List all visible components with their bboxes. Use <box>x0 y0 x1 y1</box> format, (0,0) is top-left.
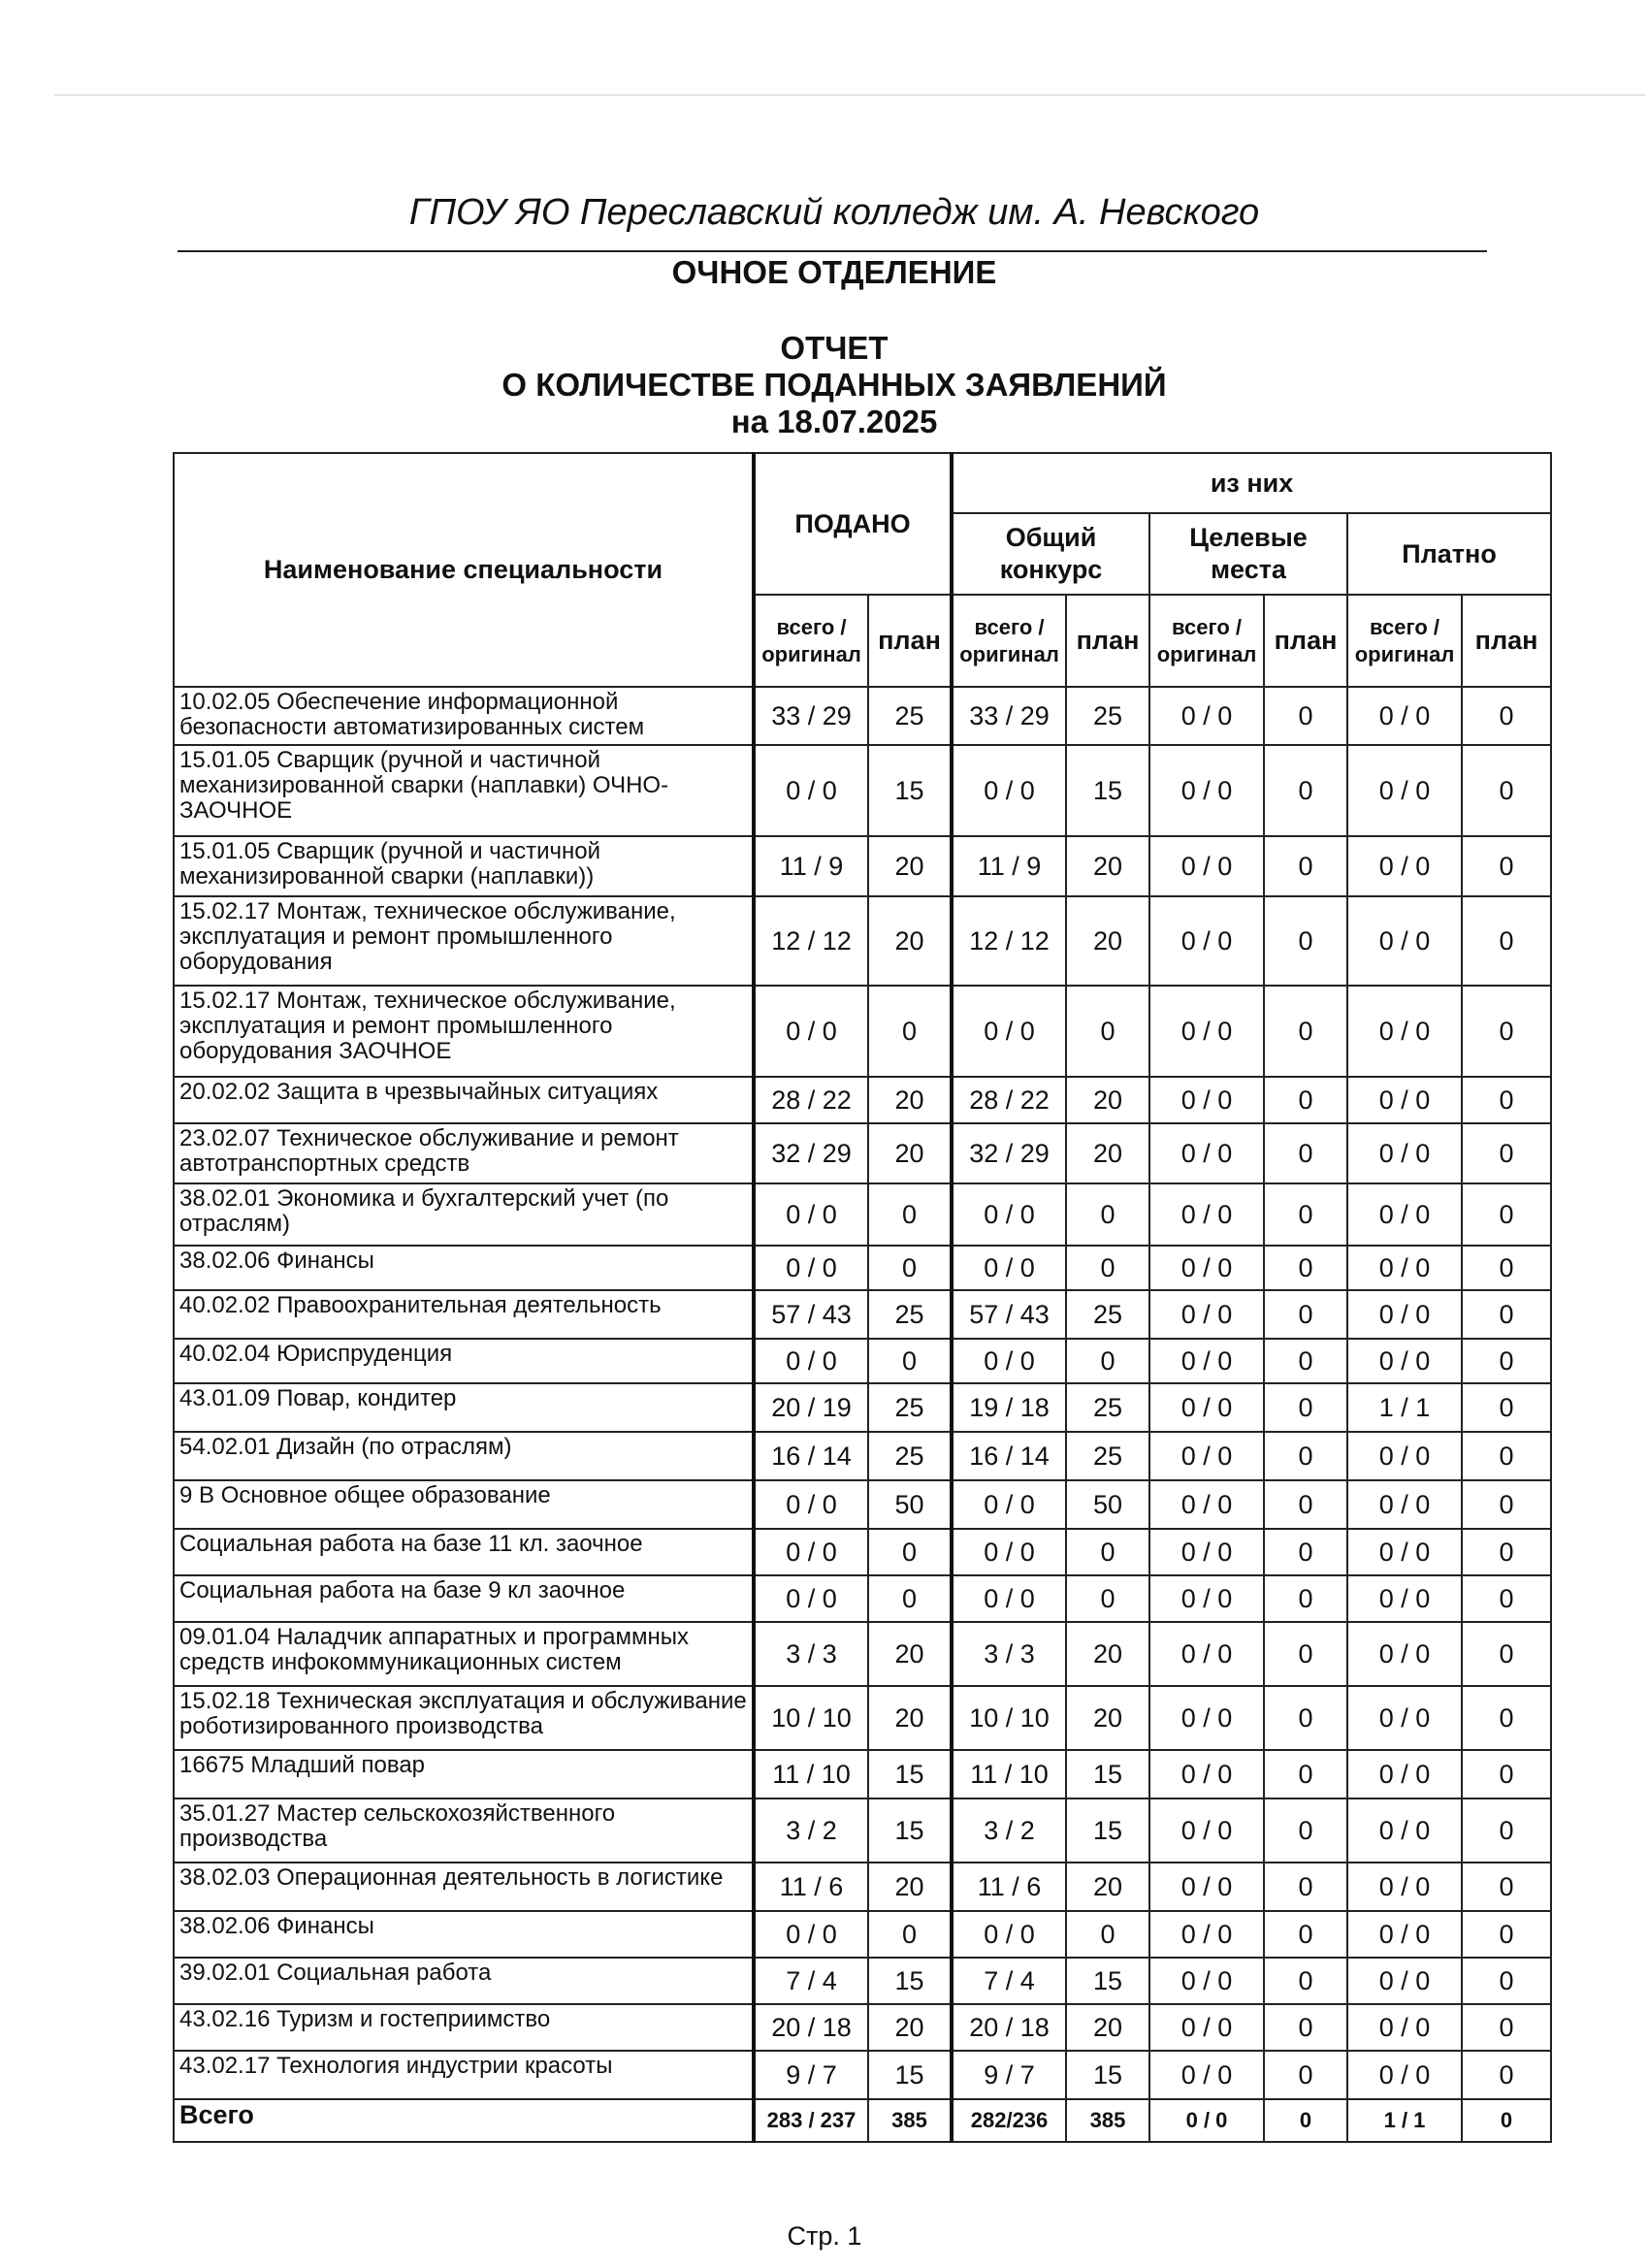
cell-general-plan: 0 <box>1066 1183 1149 1246</box>
header-paid: Платно <box>1347 513 1551 595</box>
cell-general: 3 / 3 <box>952 1622 1066 1686</box>
cell-paid: 0 / 0 <box>1347 1529 1462 1575</box>
specialty-name: 09.01.04 Наладчик аппаратных и программных средств инфокоммуникационных систем <box>174 1622 754 1686</box>
cell-submitted-plan: 15 <box>868 1958 952 2004</box>
cell-target: 0 / 0 <box>1149 1183 1264 1246</box>
header-general-competition: Общий конкурс <box>952 513 1149 595</box>
page-number: Стр. 1 <box>787 2221 862 2251</box>
cell-paid: 1 / 1 <box>1347 2099 1462 2142</box>
cell-paid-plan: 0 <box>1462 836 1551 896</box>
cell-paid: 0 / 0 <box>1347 1123 1462 1183</box>
cell-submitted: 0 / 0 <box>754 1339 868 1383</box>
cell-general: 0 / 0 <box>952 1575 1066 1622</box>
header-submitted: ПОДАНО <box>754 453 952 595</box>
table-row <box>174 836 1551 896</box>
cell-submitted-plan: 385 <box>868 2099 952 2142</box>
specialty-name: 38.02.01 Экономика и бухгалтерский учет (по отраслям) <box>174 1183 754 1246</box>
cell-paid-plan: 0 <box>1462 1183 1551 1246</box>
cell-paid-plan: 0 <box>1462 1246 1551 1290</box>
header-rule <box>178 250 1487 252</box>
subheader-total: всего / оригинал <box>952 595 1066 687</box>
table-row <box>174 1622 1551 1686</box>
specialty-name: 38.02.06 Финансы <box>174 1246 754 1290</box>
cell-paid-plan: 0 <box>1462 2051 1551 2099</box>
table-row <box>174 1383 1551 1432</box>
cell-paid: 0 / 0 <box>1347 1575 1462 1622</box>
cell-general-plan: 25 <box>1066 687 1149 745</box>
cell-target-plan: 0 <box>1264 687 1347 745</box>
cell-paid-plan: 0 <box>1462 986 1551 1077</box>
cell-target: 0 / 0 <box>1149 1339 1264 1383</box>
cell-target: 0 / 0 <box>1149 1383 1264 1432</box>
cell-target: 0 / 0 <box>1149 986 1264 1077</box>
specialty-name: 15.02.17 Монтаж, техническое обслуживание, эксплуатация и ремонт промышленного оборудования ЗАОЧНОЕ <box>174 986 754 1077</box>
cell-target-plan: 0 <box>1264 1958 1347 2004</box>
cell-general: 0 / 0 <box>952 1911 1066 1958</box>
cell-target-plan: 0 <box>1264 2051 1347 2099</box>
cell-paid-plan: 0 <box>1462 687 1551 745</box>
cell-submitted: 0 / 0 <box>754 986 868 1077</box>
cell-paid: 0 / 0 <box>1347 1686 1462 1750</box>
specialty-name: 23.02.07 Техническое обслуживание и ремонт автотранспортных средств <box>174 1123 754 1183</box>
cell-target-plan: 0 <box>1264 1432 1347 1480</box>
cell-paid: 0 / 0 <box>1347 1183 1462 1246</box>
specialty-name: 9 В Основное общее образование <box>174 1480 754 1529</box>
table-row <box>174 896 1551 986</box>
cell-submitted-plan: 15 <box>868 1750 952 1798</box>
cell-submitted-plan: 25 <box>868 1383 952 1432</box>
table-row <box>174 1480 1551 1529</box>
cell-paid-plan: 0 <box>1462 1077 1551 1123</box>
cell-paid-plan: 0 <box>1462 1123 1551 1183</box>
cell-submitted: 10 / 10 <box>754 1686 868 1750</box>
table-row <box>174 1183 1551 1246</box>
cell-target-plan: 0 <box>1264 1911 1347 1958</box>
cell-general: 32 / 29 <box>952 1123 1066 1183</box>
header-of-them: из них <box>952 453 1551 513</box>
cell-target: 0 / 0 <box>1149 1958 1264 2004</box>
organization-name: ГПОУ ЯО Переславский колледж им. А. Невского <box>408 192 1260 233</box>
cell-target: 0 / 0 <box>1149 745 1264 836</box>
cell-submitted: 12 / 12 <box>754 896 868 986</box>
cell-general-plan: 20 <box>1066 1123 1149 1183</box>
specialty-name: Социальная работа на базе 9 кл заочное <box>174 1575 754 1622</box>
table-row <box>174 1529 1551 1575</box>
cell-target-plan: 0 <box>1264 1077 1347 1123</box>
specialty-name: 43.02.17 Технология индустрии красоты <box>174 2051 754 2099</box>
subheader-total: всего / оригинал <box>1149 595 1264 687</box>
specialty-name: 15.01.05 Сварщик (ручной и частичной механизированной сварки (наплавки) ОЧНО-ЗАОЧНОЕ <box>174 745 754 836</box>
cell-general-plan: 20 <box>1066 1077 1149 1123</box>
subheader-plan: план <box>1066 595 1149 687</box>
cell-target-plan: 0 <box>1264 1529 1347 1575</box>
table-row <box>174 2004 1551 2051</box>
cell-target-plan: 0 <box>1264 1750 1347 1798</box>
cell-paid-plan: 0 <box>1462 2004 1551 2051</box>
report-date: на 18.07.2025 <box>730 404 938 439</box>
cell-submitted: 11 / 6 <box>754 1863 868 1911</box>
table-row <box>174 1575 1551 1622</box>
cell-general-plan: 0 <box>1066 1246 1149 1290</box>
cell-paid-plan: 0 <box>1462 745 1551 836</box>
cell-target-plan: 0 <box>1264 1575 1347 1622</box>
scan-edge-line <box>54 94 1645 96</box>
cell-general: 0 / 0 <box>952 1529 1066 1575</box>
cell-general-plan: 25 <box>1066 1383 1149 1432</box>
cell-target: 0 / 0 <box>1149 1290 1264 1339</box>
specialty-name: 39.02.01 Социальная работа <box>174 1958 754 2004</box>
cell-target-plan: 0 <box>1264 1798 1347 1863</box>
cell-submitted-plan: 0 <box>868 1339 952 1383</box>
cell-submitted-plan: 20 <box>868 896 952 986</box>
table-row <box>174 1798 1551 1863</box>
cell-target-plan: 0 <box>1264 1480 1347 1529</box>
cell-general: 12 / 12 <box>952 896 1066 986</box>
specialty-name: 16675 Младший повар <box>174 1750 754 1798</box>
cell-target: 0 / 0 <box>1149 2099 1264 2142</box>
cell-paid-plan: 0 <box>1462 1911 1551 1958</box>
cell-submitted-plan: 0 <box>868 986 952 1077</box>
cell-target-plan: 0 <box>1264 2004 1347 2051</box>
cell-target-plan: 0 <box>1264 836 1347 896</box>
cell-target: 0 / 0 <box>1149 836 1264 896</box>
cell-general-plan: 20 <box>1066 1863 1149 1911</box>
specialty-name: 54.02.01 Дизайн (по отраслям) <box>174 1432 754 1480</box>
cell-submitted: 0 / 0 <box>754 1246 868 1290</box>
cell-submitted-plan: 25 <box>868 687 952 745</box>
cell-submitted: 3 / 2 <box>754 1798 868 1863</box>
cell-general: 0 / 0 <box>952 745 1066 836</box>
cell-target: 0 / 0 <box>1149 1686 1264 1750</box>
cell-paid: 0 / 0 <box>1347 2004 1462 2051</box>
cell-general-plan: 15 <box>1066 1750 1149 1798</box>
cell-submitted: 0 / 0 <box>754 1480 868 1529</box>
cell-general-plan: 20 <box>1066 896 1149 986</box>
specialty-name: 38.02.06 Финансы <box>174 1911 754 1958</box>
cell-target-plan: 0 <box>1264 1183 1347 1246</box>
cell-general-plan: 0 <box>1066 1575 1149 1622</box>
specialty-name: 15.01.05 Сварщик (ручной и частичной механизированной сварки (наплавки)) <box>174 836 754 896</box>
cell-submitted: 20 / 18 <box>754 2004 868 2051</box>
cell-target-plan: 0 <box>1264 1863 1347 1911</box>
cell-general-plan: 50 <box>1066 1480 1149 1529</box>
report-subtitle: О КОЛИЧЕСТВЕ ПОДАННЫХ ЗАЯВЛЕНИЙ <box>501 367 1167 403</box>
cell-paid-plan: 0 <box>1462 1686 1551 1750</box>
cell-general-plan: 25 <box>1066 1290 1149 1339</box>
cell-target: 0 / 0 <box>1149 1863 1264 1911</box>
cell-general: 0 / 0 <box>952 1246 1066 1290</box>
cell-general-plan: 20 <box>1066 1686 1149 1750</box>
cell-paid: 0 / 0 <box>1347 986 1462 1077</box>
subheader-plan: план <box>1462 595 1551 687</box>
specialty-name: 20.02.02 Защита в чрезвычайных ситуациях <box>174 1077 754 1123</box>
cell-target-plan: 0 <box>1264 1622 1347 1686</box>
cell-submitted-plan: 15 <box>868 1798 952 1863</box>
cell-target: 0 / 0 <box>1149 1480 1264 1529</box>
cell-submitted-plan: 20 <box>868 836 952 896</box>
cell-paid: 0 / 0 <box>1347 2051 1462 2099</box>
table-row <box>174 986 1551 1077</box>
specialty-name: 38.02.03 Операционная деятельность в логистике <box>174 1863 754 1911</box>
cell-submitted-plan: 0 <box>868 1183 952 1246</box>
cell-target: 0 / 0 <box>1149 2004 1264 2051</box>
cell-target: 0 / 0 <box>1149 1622 1264 1686</box>
cell-paid-plan: 0 <box>1462 1622 1551 1686</box>
cell-target: 0 / 0 <box>1149 687 1264 745</box>
cell-paid: 0 / 0 <box>1347 1290 1462 1339</box>
table-row <box>174 1750 1551 1798</box>
specialty-name: 15.02.17 Монтаж, техническое обслуживание, эксплуатация и ремонт промышленного оборудования <box>174 896 754 986</box>
cell-submitted-plan: 25 <box>868 1290 952 1339</box>
cell-target-plan: 0 <box>1264 1123 1347 1183</box>
cell-target: 0 / 0 <box>1149 896 1264 986</box>
table-row <box>174 1123 1551 1183</box>
cell-submitted-plan: 0 <box>868 1911 952 1958</box>
total-label: Всего <box>174 2099 754 2142</box>
cell-target-plan: 0 <box>1264 2099 1347 2142</box>
cell-target-plan: 0 <box>1264 1383 1347 1432</box>
cell-target: 0 / 0 <box>1149 1575 1264 1622</box>
cell-general-plan: 20 <box>1066 1622 1149 1686</box>
cell-submitted: 20 / 19 <box>754 1383 868 1432</box>
cell-target: 0 / 0 <box>1149 1911 1264 1958</box>
cell-submitted-plan: 0 <box>868 1529 952 1575</box>
cell-paid: 0 / 0 <box>1347 687 1462 745</box>
cell-paid-plan: 0 <box>1462 1575 1551 1622</box>
cell-general-plan: 0 <box>1066 1529 1149 1575</box>
cell-paid-plan: 0 <box>1462 1290 1551 1339</box>
cell-submitted-plan: 20 <box>868 1077 952 1123</box>
subheader-total: всего / оригинал <box>754 595 868 687</box>
cell-target: 0 / 0 <box>1149 1750 1264 1798</box>
cell-paid: 0 / 0 <box>1347 1339 1462 1383</box>
cell-target-plan: 0 <box>1264 1686 1347 1750</box>
subheader-plan: план <box>868 595 952 687</box>
cell-general-plan: 20 <box>1066 836 1149 896</box>
cell-submitted: 16 / 14 <box>754 1432 868 1480</box>
cell-general: 11 / 6 <box>952 1863 1066 1911</box>
cell-submitted: 0 / 0 <box>754 745 868 836</box>
cell-general: 9 / 7 <box>952 2051 1066 2099</box>
specialty-name: 15.02.18 Техническая эксплуатация и обслуживание роботизированного производства <box>174 1686 754 1750</box>
specialty-name: 10.02.05 Обеспечение информационной безопасности автоматизированных систем <box>174 687 754 745</box>
specialty-name: 43.01.09 Повар, кондитер <box>174 1383 754 1432</box>
cell-target: 0 / 0 <box>1149 1246 1264 1290</box>
total-row <box>174 2099 1551 2142</box>
cell-paid: 0 / 0 <box>1347 1246 1462 1290</box>
cell-paid-plan: 0 <box>1462 2099 1551 2142</box>
cell-paid-plan: 0 <box>1462 1432 1551 1480</box>
cell-submitted: 0 / 0 <box>754 1911 868 1958</box>
cell-target: 0 / 0 <box>1149 1529 1264 1575</box>
cell-target: 0 / 0 <box>1149 1798 1264 1863</box>
cell-general-plan: 0 <box>1066 986 1149 1077</box>
specialty-name: 40.02.04 Юриспруденция <box>174 1339 754 1383</box>
cell-submitted: 283 / 237 <box>754 2099 868 2142</box>
cell-paid-plan: 0 <box>1462 896 1551 986</box>
cell-general-plan: 0 <box>1066 1339 1149 1383</box>
cell-general: 28 / 22 <box>952 1077 1066 1123</box>
specialty-name: 43.02.16 Туризм и гостеприимство <box>174 2004 754 2051</box>
cell-submitted-plan: 15 <box>868 745 952 836</box>
table-row <box>174 1077 1551 1123</box>
cell-paid-plan: 0 <box>1462 1339 1551 1383</box>
cell-target: 0 / 0 <box>1149 1077 1264 1123</box>
table-row <box>174 2051 1551 2099</box>
cell-submitted: 33 / 29 <box>754 687 868 745</box>
cell-paid: 0 / 0 <box>1347 1622 1462 1686</box>
specialty-name: Социальная работа на базе 11 кл. заочное <box>174 1529 754 1575</box>
cell-submitted: 0 / 0 <box>754 1575 868 1622</box>
table-row <box>174 1339 1551 1383</box>
cell-general: 33 / 29 <box>952 687 1066 745</box>
cell-submitted: 0 / 0 <box>754 1183 868 1246</box>
cell-submitted: 57 / 43 <box>754 1290 868 1339</box>
cell-submitted-plan: 20 <box>868 2004 952 2051</box>
cell-submitted-plan: 20 <box>868 1686 952 1750</box>
cell-general: 0 / 0 <box>952 1480 1066 1529</box>
cell-target-plan: 0 <box>1264 1246 1347 1290</box>
cell-submitted: 9 / 7 <box>754 2051 868 2099</box>
cell-target: 0 / 0 <box>1149 1123 1264 1183</box>
table-row <box>174 1432 1551 1480</box>
cell-submitted-plan: 25 <box>868 1432 952 1480</box>
cell-paid: 0 / 0 <box>1347 1863 1462 1911</box>
header-target-places: Целевые места <box>1149 513 1347 595</box>
cell-submitted: 11 / 10 <box>754 1750 868 1798</box>
cell-submitted: 32 / 29 <box>754 1123 868 1183</box>
cell-general: 7 / 4 <box>952 1958 1066 2004</box>
cell-target-plan: 0 <box>1264 896 1347 986</box>
cell-submitted-plan: 50 <box>868 1480 952 1529</box>
table-row <box>174 1686 1551 1750</box>
cell-paid: 0 / 0 <box>1347 1480 1462 1529</box>
table-row <box>174 1911 1551 1958</box>
cell-target: 0 / 0 <box>1149 2051 1264 2099</box>
cell-submitted-plan: 15 <box>868 2051 952 2099</box>
cell-paid: 0 / 0 <box>1347 896 1462 986</box>
cell-submitted: 28 / 22 <box>754 1077 868 1123</box>
cell-submitted-plan: 0 <box>868 1246 952 1290</box>
cell-paid: 0 / 0 <box>1347 1077 1462 1123</box>
cell-paid: 0 / 0 <box>1347 836 1462 896</box>
specialty-name: 40.02.02 Правоохранительная деятельность <box>174 1290 754 1339</box>
cell-general: 11 / 10 <box>952 1750 1066 1798</box>
cell-target: 0 / 0 <box>1149 1432 1264 1480</box>
cell-target-plan: 0 <box>1264 1339 1347 1383</box>
applications-table <box>173 452 1552 2143</box>
cell-general: 10 / 10 <box>952 1686 1066 1750</box>
cell-general: 0 / 0 <box>952 1339 1066 1383</box>
cell-general: 0 / 0 <box>952 1183 1066 1246</box>
cell-submitted: 3 / 3 <box>754 1622 868 1686</box>
specialty-name: 35.01.27 Мастер сельскохозяйственного производства <box>174 1798 754 1863</box>
cell-paid-plan: 0 <box>1462 1529 1551 1575</box>
cell-paid: 0 / 0 <box>1347 1958 1462 2004</box>
cell-target-plan: 0 <box>1264 745 1347 836</box>
cell-general-plan: 15 <box>1066 1958 1149 2004</box>
cell-general-plan: 0 <box>1066 1911 1149 1958</box>
table-row <box>174 687 1551 745</box>
cell-general-plan: 20 <box>1066 2004 1149 2051</box>
cell-paid-plan: 0 <box>1462 1958 1551 2004</box>
table-row <box>174 1863 1551 1911</box>
table-row <box>174 1246 1551 1290</box>
cell-general: 282/236 <box>952 2099 1066 2142</box>
cell-general: 11 / 9 <box>952 836 1066 896</box>
cell-submitted: 0 / 0 <box>754 1529 868 1575</box>
subheader-total: всего / оригинал <box>1347 595 1462 687</box>
cell-general: 0 / 0 <box>952 986 1066 1077</box>
table-row <box>174 745 1551 836</box>
cell-paid: 0 / 0 <box>1347 1798 1462 1863</box>
cell-submitted: 7 / 4 <box>754 1958 868 2004</box>
cell-submitted-plan: 0 <box>868 1575 952 1622</box>
cell-general-plan: 25 <box>1066 1432 1149 1480</box>
cell-general: 57 / 43 <box>952 1290 1066 1339</box>
cell-paid-plan: 0 <box>1462 1798 1551 1863</box>
cell-paid-plan: 0 <box>1462 1750 1551 1798</box>
cell-target-plan: 0 <box>1264 1290 1347 1339</box>
cell-general: 20 / 18 <box>952 2004 1066 2051</box>
cell-submitted-plan: 20 <box>868 1123 952 1183</box>
table-row <box>174 1290 1551 1339</box>
cell-paid: 0 / 0 <box>1347 745 1462 836</box>
header-specialty: Наименование специальности <box>174 453 754 687</box>
cell-general: 19 / 18 <box>952 1383 1066 1432</box>
department-title: ОЧНОЕ ОТДЕЛЕНИЕ <box>671 254 997 290</box>
cell-general-plan: 385 <box>1066 2099 1149 2142</box>
subheader-plan: план <box>1264 595 1347 687</box>
cell-submitted: 11 / 9 <box>754 836 868 896</box>
report-title: ОТЧЕТ <box>780 330 889 366</box>
table-row <box>174 1958 1551 2004</box>
cell-general-plan: 15 <box>1066 2051 1149 2099</box>
cell-general-plan: 15 <box>1066 745 1149 836</box>
cell-general-plan: 15 <box>1066 1798 1149 1863</box>
cell-submitted-plan: 20 <box>868 1863 952 1911</box>
cell-paid: 0 / 0 <box>1347 1750 1462 1798</box>
cell-general: 16 / 14 <box>952 1432 1066 1480</box>
cell-paid-plan: 0 <box>1462 1863 1551 1911</box>
cell-paid: 1 / 1 <box>1347 1383 1462 1432</box>
cell-paid: 0 / 0 <box>1347 1911 1462 1958</box>
cell-paid: 0 / 0 <box>1347 1432 1462 1480</box>
cell-paid-plan: 0 <box>1462 1480 1551 1529</box>
cell-general: 3 / 2 <box>952 1798 1066 1863</box>
cell-paid-plan: 0 <box>1462 1383 1551 1432</box>
cell-submitted-plan: 20 <box>868 1622 952 1686</box>
cell-target-plan: 0 <box>1264 986 1347 1077</box>
